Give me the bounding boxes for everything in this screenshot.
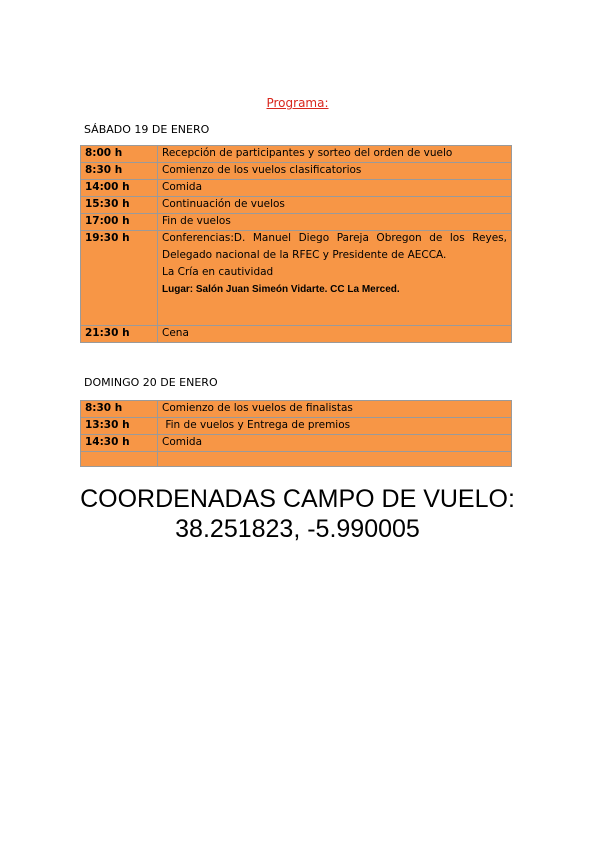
time-cell: 19:30 h: [81, 231, 158, 326]
description-cell: Cena: [158, 326, 512, 343]
sunday-schedule-table: [80, 400, 512, 467]
conference-text-line: Delegado nacional de la RFEC y Presidente de AECCA.: [162, 249, 447, 261]
saturday-heading: SÁBADO 19 DE ENERO: [84, 123, 210, 136]
table-row: [81, 435, 512, 452]
table-row: [81, 214, 512, 231]
conference-topic: La Cría en cautividad: [162, 266, 274, 278]
coordinates-heading: COORDENADAS CAMPO DE VUELO:: [80, 485, 515, 513]
time-cell: 8:30 h: [81, 163, 158, 180]
table-row: [81, 418, 512, 435]
time-cell: 14:00 h: [81, 180, 158, 197]
time-cell: [81, 452, 158, 467]
table-row: [81, 197, 512, 214]
conference-text-line: Conferencias:D. Manuel Diego Pareja Obregon de los Reyes,: [162, 232, 507, 244]
time-cell: 15:30 h: [81, 197, 158, 214]
description-cell: Comienzo de los vuelos de finalistas: [158, 401, 512, 418]
description-cell: Comienzo de los vuelos clasificatorios: [158, 163, 512, 180]
sunday-heading: DOMINGO 20 DE ENERO: [84, 376, 218, 389]
time-cell: 13:30 h: [81, 418, 158, 435]
time-cell: 8:30 h: [81, 401, 158, 418]
time-cell: 8:00 h: [81, 146, 158, 163]
description-cell: Recepción de participantes y sorteo del orden de vuelo: [158, 146, 512, 163]
field-coordinates: [0, 484, 595, 544]
description-cell: Fin de vuelos y Entrega de premios: [158, 418, 512, 435]
description-cell: Continuación de vuelos: [158, 197, 512, 214]
coordinates-value: 38.251823, -5.990005: [175, 515, 420, 543]
description-cell: [158, 452, 512, 467]
time-cell: 21:30 h: [81, 326, 158, 343]
table-row: [81, 401, 512, 418]
description-cell: Comida: [158, 435, 512, 452]
program-title: Programa:: [266, 96, 329, 110]
table-row: [81, 231, 512, 326]
table-row: [81, 163, 512, 180]
description-cell: Comida: [158, 180, 512, 197]
table-row: [81, 180, 512, 197]
saturday-schedule-table: [80, 145, 512, 343]
description-cell: [158, 231, 512, 326]
time-cell: 17:00 h: [81, 214, 158, 231]
description-cell: Fin de vuelos: [158, 214, 512, 231]
conference-venue: Lugar: Salón Juan Simeón Vidarte. CC La Merced.: [162, 284, 400, 295]
table-row: [81, 452, 512, 467]
table-row: [81, 326, 512, 343]
time-cell: 14:30 h: [81, 435, 158, 452]
table-row: [81, 146, 512, 163]
